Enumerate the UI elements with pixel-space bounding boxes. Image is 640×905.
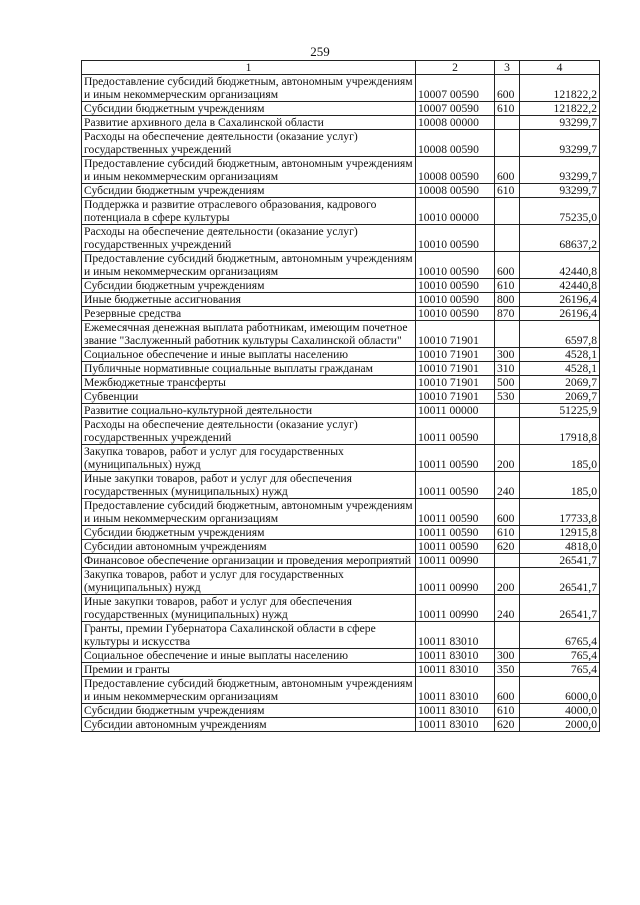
row-amount-cell: 12915,8 bbox=[520, 526, 600, 540]
table-row bbox=[82, 445, 600, 472]
row-name-cell: Предоставление субсидий бюджетным, автономным учреждениям и иным некоммерческим организациям bbox=[82, 157, 416, 184]
row-code-cell: 10010 00590 bbox=[416, 279, 495, 293]
row-vr-cell: 870 bbox=[495, 307, 520, 321]
row-amount-cell: 26196,4 bbox=[520, 293, 600, 307]
row-name-cell: Расходы на обеспечение деятельности (оказание услуг) государственных учреждений bbox=[82, 225, 416, 252]
row-vr-cell bbox=[495, 198, 520, 225]
row-code-cell: 10007 00590 bbox=[416, 102, 495, 116]
row-amount-cell: 26541,7 bbox=[520, 568, 600, 595]
row-code-cell: 10008 00000 bbox=[416, 116, 495, 130]
table-row bbox=[82, 595, 600, 622]
row-code-cell: 10011 00590 bbox=[416, 526, 495, 540]
row-name-cell: Гранты, премии Губернатора Сахалинской области в сфере культуры и искусства bbox=[82, 622, 416, 649]
row-name-cell: Предоставление субсидий бюджетным, автономным учреждениям и иным некоммерческим организациям bbox=[82, 252, 416, 279]
row-amount-cell: 42440,8 bbox=[520, 279, 600, 293]
row-name-cell: Расходы на обеспечение деятельности (оказание услуг) государственных учреждений bbox=[82, 418, 416, 445]
row-name-cell: Субсидии автономным учреждениям bbox=[82, 718, 416, 732]
table-row bbox=[82, 321, 600, 348]
row-vr-cell: 600 bbox=[495, 75, 520, 102]
table-row bbox=[82, 293, 600, 307]
row-vr-cell: 600 bbox=[495, 677, 520, 704]
row-code-cell: 10010 00000 bbox=[416, 198, 495, 225]
row-name-cell: Развитие архивного дела в Сахалинской области bbox=[82, 116, 416, 130]
table-row bbox=[82, 540, 600, 554]
row-vr-cell: 600 bbox=[495, 499, 520, 526]
row-vr-cell bbox=[495, 116, 520, 130]
row-amount-cell: 93299,7 bbox=[520, 184, 600, 198]
row-amount-cell: 17918,8 bbox=[520, 418, 600, 445]
row-code-cell: 10011 83010 bbox=[416, 622, 495, 649]
row-name-cell: Социальное обеспечение и иные выплаты населению bbox=[82, 348, 416, 362]
row-code-cell: 10011 00000 bbox=[416, 404, 495, 418]
table-row bbox=[82, 472, 600, 499]
row-code-cell: 10011 83010 bbox=[416, 663, 495, 677]
row-vr-cell: 240 bbox=[495, 595, 520, 622]
row-amount-cell: 185,0 bbox=[520, 472, 600, 499]
row-vr-cell: 800 bbox=[495, 293, 520, 307]
row-name-cell: Субсидии бюджетным учреждениям bbox=[82, 184, 416, 198]
row-amount-cell: 2069,7 bbox=[520, 376, 600, 390]
row-vr-cell: 610 bbox=[495, 279, 520, 293]
row-name-cell: Премии и гранты bbox=[82, 663, 416, 677]
row-name-cell: Иные закупки товаров, работ и услуг для обеспечения государственных (муниципальных) нужд bbox=[82, 595, 416, 622]
row-vr-cell: 620 bbox=[495, 540, 520, 554]
row-vr-cell: 500 bbox=[495, 376, 520, 390]
row-code-cell: 10011 00590 bbox=[416, 418, 495, 445]
row-amount-cell: 4818,0 bbox=[520, 540, 600, 554]
row-amount-cell: 6000,0 bbox=[520, 677, 600, 704]
row-name-cell: Субсидии бюджетным учреждениям bbox=[82, 526, 416, 540]
row-amount-cell: 185,0 bbox=[520, 445, 600, 472]
table-row bbox=[82, 499, 600, 526]
table-row bbox=[82, 718, 600, 732]
row-name-cell: Субсидии автономным учреждениям bbox=[82, 540, 416, 554]
row-amount-cell: 51225,9 bbox=[520, 404, 600, 418]
row-code-cell: 10011 00990 bbox=[416, 595, 495, 622]
row-code-cell: 10011 00590 bbox=[416, 540, 495, 554]
row-code-cell: 10011 00590 bbox=[416, 445, 495, 472]
table-row bbox=[82, 75, 600, 102]
row-code-cell: 10011 00590 bbox=[416, 499, 495, 526]
row-code-cell: 10011 83010 bbox=[416, 718, 495, 732]
row-code-cell: 10011 83010 bbox=[416, 649, 495, 663]
row-code-cell: 10011 83010 bbox=[416, 677, 495, 704]
table-row bbox=[82, 225, 600, 252]
row-code-cell: 10010 71901 bbox=[416, 348, 495, 362]
header-row bbox=[82, 61, 600, 75]
row-code-cell: 10008 00590 bbox=[416, 184, 495, 198]
table-row bbox=[82, 418, 600, 445]
column-header-2: 2 bbox=[416, 61, 495, 75]
row-amount-cell: 2069,7 bbox=[520, 390, 600, 404]
row-vr-cell bbox=[495, 404, 520, 418]
row-vr-cell bbox=[495, 225, 520, 252]
row-amount-cell: 93299,7 bbox=[520, 130, 600, 157]
row-amount-cell: 26541,7 bbox=[520, 554, 600, 568]
row-amount-cell: 4000,0 bbox=[520, 704, 600, 718]
row-vr-cell bbox=[495, 321, 520, 348]
table-row bbox=[82, 307, 600, 321]
column-header-3: 3 bbox=[495, 61, 520, 75]
row-amount-cell: 75235,0 bbox=[520, 198, 600, 225]
column-header-4: 4 bbox=[520, 61, 600, 75]
row-code-cell: 10011 00990 bbox=[416, 568, 495, 595]
row-name-cell: Межбюджетные трансферты bbox=[82, 376, 416, 390]
row-name-cell: Субсидии бюджетным учреждениям bbox=[82, 279, 416, 293]
row-code-cell: 10011 00990 bbox=[416, 554, 495, 568]
row-name-cell: Субсидии бюджетным учреждениям bbox=[82, 102, 416, 116]
row-vr-cell: 310 bbox=[495, 362, 520, 376]
budget-table bbox=[81, 60, 600, 732]
row-amount-cell: 93299,7 bbox=[520, 116, 600, 130]
row-code-cell: 10011 00590 bbox=[416, 472, 495, 499]
row-code-cell: 10008 00590 bbox=[416, 157, 495, 184]
row-code-cell: 10010 00590 bbox=[416, 225, 495, 252]
row-amount-cell: 93299,7 bbox=[520, 157, 600, 184]
row-name-cell: Предоставление субсидий бюджетным, автономным учреждениям и иным некоммерческим организациям bbox=[82, 677, 416, 704]
table-row bbox=[82, 157, 600, 184]
row-name-cell: Ежемесячная денежная выплата работникам, имеющим почетное звание "Заслуженный работник культуры Сахалинской области" bbox=[82, 321, 416, 348]
row-code-cell: 10010 00590 bbox=[416, 293, 495, 307]
row-vr-cell: 200 bbox=[495, 445, 520, 472]
table-row bbox=[82, 526, 600, 540]
table-row bbox=[82, 376, 600, 390]
row-name-cell: Закупка товаров, работ и услуг для государственных (муниципальных) нужд bbox=[82, 445, 416, 472]
page-number: 259 bbox=[310, 44, 330, 59]
table-row bbox=[82, 622, 600, 649]
row-name-cell: Резервные средства bbox=[82, 307, 416, 321]
row-amount-cell: 26541,7 bbox=[520, 595, 600, 622]
row-code-cell: 10010 71901 bbox=[416, 321, 495, 348]
row-vr-cell bbox=[495, 554, 520, 568]
table-row bbox=[82, 198, 600, 225]
table-row bbox=[82, 102, 600, 116]
row-amount-cell: 68637,2 bbox=[520, 225, 600, 252]
row-amount-cell: 121822,2 bbox=[520, 75, 600, 102]
row-name-cell: Закупка товаров, работ и услуг для государственных (муниципальных) нужд bbox=[82, 568, 416, 595]
table-row bbox=[82, 704, 600, 718]
row-name-cell: Предоставление субсидий бюджетным, автономным учреждениям и иным некоммерческим организациям bbox=[82, 75, 416, 102]
table-row bbox=[82, 649, 600, 663]
row-amount-cell: 6765,4 bbox=[520, 622, 600, 649]
row-amount-cell: 6597,8 bbox=[520, 321, 600, 348]
table-row bbox=[82, 554, 600, 568]
table-row bbox=[82, 252, 600, 279]
row-vr-cell: 610 bbox=[495, 102, 520, 116]
row-vr-cell: 300 bbox=[495, 348, 520, 362]
row-vr-cell bbox=[495, 622, 520, 649]
table-row bbox=[82, 390, 600, 404]
row-vr-cell: 530 bbox=[495, 390, 520, 404]
row-name-cell: Иные закупки товаров, работ и услуг для обеспечения государственных (муниципальных) нужд bbox=[82, 472, 416, 499]
table-row bbox=[82, 362, 600, 376]
row-amount-cell: 765,4 bbox=[520, 663, 600, 677]
row-vr-cell: 350 bbox=[495, 663, 520, 677]
table-row bbox=[82, 677, 600, 704]
row-amount-cell: 2000,0 bbox=[520, 718, 600, 732]
table-row bbox=[82, 116, 600, 130]
table-row bbox=[82, 404, 600, 418]
row-vr-cell: 300 bbox=[495, 649, 520, 663]
row-code-cell: 10010 71901 bbox=[416, 362, 495, 376]
table-row bbox=[82, 130, 600, 157]
row-vr-cell: 240 bbox=[495, 472, 520, 499]
table-row bbox=[82, 279, 600, 293]
row-vr-cell: 610 bbox=[495, 184, 520, 198]
row-code-cell: 10011 83010 bbox=[416, 704, 495, 718]
row-vr-cell bbox=[495, 418, 520, 445]
row-code-cell: 10007 00590 bbox=[416, 75, 495, 102]
row-amount-cell: 765,4 bbox=[520, 649, 600, 663]
row-code-cell: 10010 00590 bbox=[416, 307, 495, 321]
row-amount-cell: 26196,4 bbox=[520, 307, 600, 321]
row-code-cell: 10008 00590 bbox=[416, 130, 495, 157]
row-amount-cell: 17733,8 bbox=[520, 499, 600, 526]
row-vr-cell: 600 bbox=[495, 252, 520, 279]
row-code-cell: 10010 71901 bbox=[416, 376, 495, 390]
row-name-cell: Предоставление субсидий бюджетным, автономным учреждениям и иным некоммерческим организациям bbox=[82, 499, 416, 526]
row-vr-cell: 200 bbox=[495, 568, 520, 595]
row-amount-cell: 4528,1 bbox=[520, 362, 600, 376]
row-vr-cell: 610 bbox=[495, 526, 520, 540]
row-vr-cell: 620 bbox=[495, 718, 520, 732]
row-name-cell: Иные бюджетные ассигнования bbox=[82, 293, 416, 307]
row-amount-cell: 121822,2 bbox=[520, 102, 600, 116]
row-name-cell: Публичные нормативные социальные выплаты гражданам bbox=[82, 362, 416, 376]
row-name-cell: Расходы на обеспечение деятельности (оказание услуг) государственных учреждений bbox=[82, 130, 416, 157]
row-name-cell: Субсидии бюджетным учреждениям bbox=[82, 704, 416, 718]
table-row bbox=[82, 568, 600, 595]
row-name-cell: Социальное обеспечение и иные выплаты населению bbox=[82, 649, 416, 663]
row-vr-cell: 610 bbox=[495, 704, 520, 718]
table-row bbox=[82, 184, 600, 198]
row-name-cell: Финансовое обеспечение организации и проведения мероприятий bbox=[82, 554, 416, 568]
table-row bbox=[82, 663, 600, 677]
row-code-cell: 10010 00590 bbox=[416, 252, 495, 279]
column-header-1: 1 bbox=[82, 61, 416, 75]
row-amount-cell: 4528,1 bbox=[520, 348, 600, 362]
row-vr-cell: 600 bbox=[495, 157, 520, 184]
row-code-cell: 10010 71901 bbox=[416, 390, 495, 404]
row-name-cell: Субвенции bbox=[82, 390, 416, 404]
row-name-cell: Поддержка и развитие отраслевого образования, кадрового потенциала в сфере культуры bbox=[82, 198, 416, 225]
table-row bbox=[82, 348, 600, 362]
row-vr-cell bbox=[495, 130, 520, 157]
row-amount-cell: 42440,8 bbox=[520, 252, 600, 279]
row-name-cell: Развитие социально-культурной деятельности bbox=[82, 404, 416, 418]
